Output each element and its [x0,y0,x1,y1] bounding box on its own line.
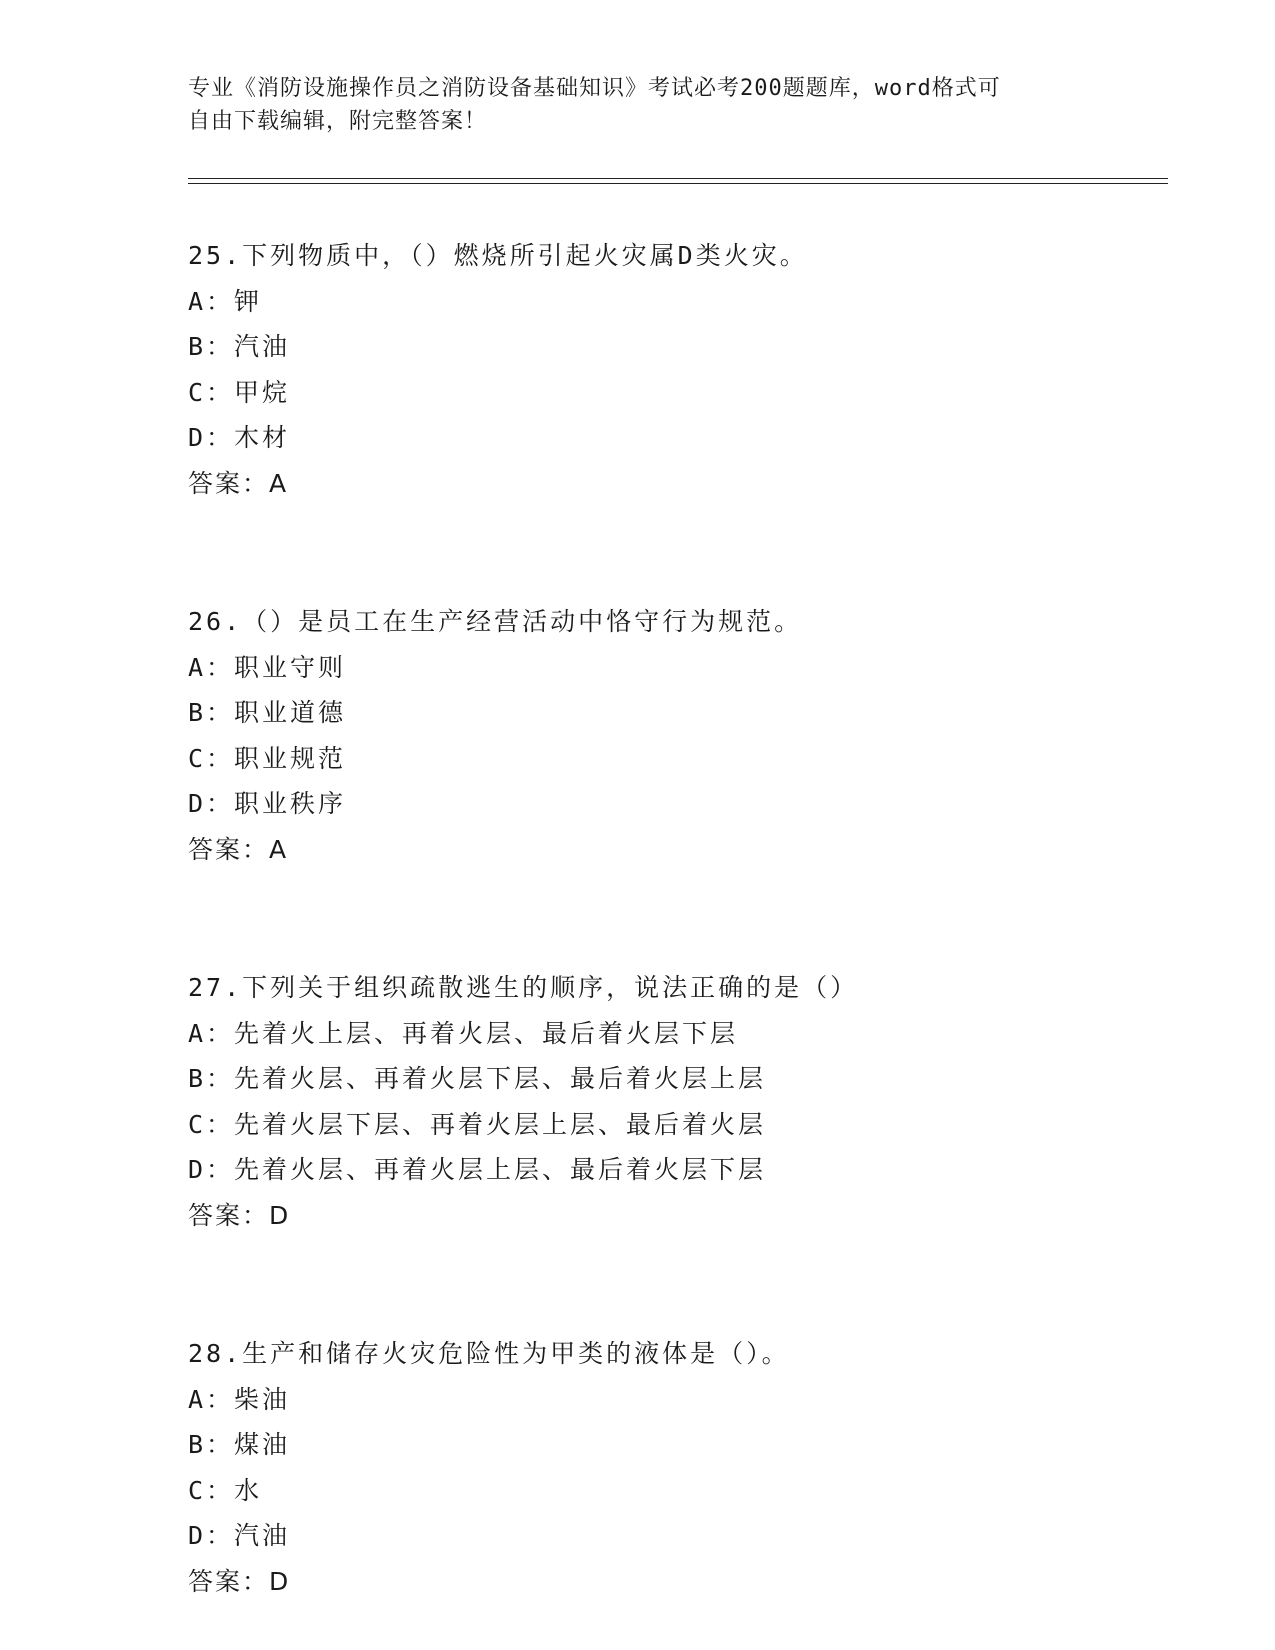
question-stem: 26.（）是员工在生产经营活动中恪守行为规范。 [188,607,803,636]
question-27 [188,965,1188,1238]
option-b: B：先着火层、再着火层下层、最后着火层上层 [188,1064,767,1093]
option-b: B：煤油 [188,1430,291,1459]
question-28 [188,1331,1188,1604]
option-a: A：柴油 [188,1384,291,1414]
option-a: A：职业守则 [188,652,347,682]
header-divider [188,178,1168,184]
question-spacer [188,506,1188,599]
option-b: B：汽油 [188,332,291,361]
option-d: D：木材 [188,423,291,452]
question-26 [188,599,1188,872]
option-c: C：甲烷 [188,377,291,407]
answer-line: 答案：D [188,1566,291,1596]
answer-line: 答案：D [188,1200,291,1230]
answer-line: 答案：A [188,468,289,498]
option-a: A：先着火上层、再着火层、最后着火层下层 [188,1018,739,1048]
question-spacer [188,1238,1188,1331]
question-stem: 25.下列物质中，（）燃烧所引起火灾属D类火灾。 [188,241,808,270]
option-c: C：水 [188,1475,263,1505]
question-25 [188,233,1188,506]
option-d: D：职业秩序 [188,789,347,818]
option-d: D：先着火层、再着火层上层、最后着火层下层 [188,1155,767,1184]
option-c: C：职业规范 [188,743,347,773]
option-c: C：先着火层下层、再着火层上层、最后着火层 [188,1109,767,1139]
document-header [188,72,1068,138]
question-stem: 27.下列关于组织疏散逃生的顺序，说法正确的是（） [188,973,859,1002]
option-b: B：职业道德 [188,698,347,727]
header-line-1: 专业《消防设施操作员之消防设备基础知识》考试必考200题题库，word格式可 [188,76,1001,101]
question-spacer [188,872,1188,965]
question-list [188,233,1188,1604]
question-stem: 28.生产和储存火灾危险性为甲类的液体是（）。 [188,1339,790,1368]
header-line-2: 自由下载编辑，附完整答案！ [188,109,488,134]
answer-line: 答案：A [188,834,289,864]
option-a: A：钾 [188,286,263,316]
option-d: D：汽油 [188,1521,291,1550]
